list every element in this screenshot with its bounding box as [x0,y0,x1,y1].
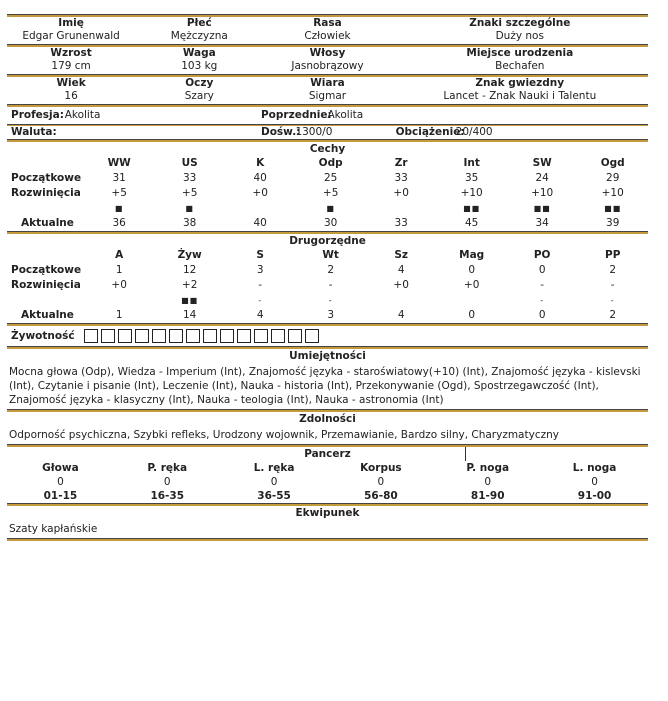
stat-header: Ogd [600,157,625,169]
stat-mark: - [540,296,545,305]
stat-header: Zr [394,157,408,169]
text-cursor-icon [465,447,466,461]
stat-rozwiniecia: +5 [111,187,127,199]
stat-header: Int [463,157,480,169]
stat-mark [366,293,437,308]
info-label: Znaki szczególne [469,17,571,29]
stat-header: SW [532,157,552,169]
info-label: Miejsce urodzenia [466,47,574,59]
dosw-value: 1300/0 [295,126,333,138]
row-label: Aktualne [21,217,74,229]
info-value: 16 [64,90,78,102]
stat-aktualne: 4 [256,309,264,321]
pancerz-headers: L. noga [572,461,617,474]
stat-mark [225,201,296,216]
stat-aktualne: 0 [468,309,475,321]
zywotnosc-checkbox[interactable] [288,329,302,343]
pancerz-headers: P. noga [466,461,510,474]
ekwipunek-text: Szaty kapłańskie [9,523,98,535]
row-label: Rozwinięcia [11,279,81,291]
stat-poczatkowe: 2 [327,264,334,276]
stat-aktualne: 3 [327,309,334,321]
row-label [7,156,84,171]
pancerz-values: 0 [163,475,171,488]
stat-rozwiniecia: +2 [181,279,198,291]
stat-rozwiniecia: +10 [531,187,554,199]
stat-aktualne: 0 [538,309,546,321]
zywotnosc-boxes [84,330,322,342]
info-value: Duży nos [495,30,544,42]
row-label [7,248,84,263]
stat-poczatkowe: 31 [112,172,126,184]
pancerz-ranges: 36-55 [257,489,291,502]
info-value: Mężczyzna [170,30,228,42]
pancerz-values: 0 [484,475,492,488]
stat-poczatkowe: 0 [468,264,475,276]
zywotnosc-checkbox[interactable] [271,329,285,343]
stat-aktualne: 2 [609,309,617,321]
pancerz-headers: Głowa [42,461,79,474]
poprzednie-label: Poprzednie: [260,109,332,121]
character-sheet [7,14,648,541]
info-value: 179 cm [51,60,91,72]
pancerz-headers: P. ręka [147,461,188,474]
stat-mark [436,293,507,308]
career-row-2 [7,126,648,139]
stat-rozwiniecia: +10 [460,187,483,199]
zywotnosc-checkbox[interactable] [101,329,115,343]
stat-poczatkowe: 24 [535,172,549,184]
stat-aktualne: 1 [115,309,123,321]
cechy-table [7,156,648,231]
stat-aktualne: 14 [182,309,197,321]
info-label: Znak gwiezdny [475,77,565,89]
info-label: Rasa [313,17,342,29]
stat-header: Mag [459,249,485,261]
row-label: Początkowe [11,264,82,276]
stat-mark: ■ [114,204,124,213]
info-label: Wzrost [50,47,92,59]
stat-aktualne: 4 [397,309,405,321]
stat-poczatkowe: 40 [253,172,267,184]
info-label: Wiek [56,77,86,89]
stat-rozwiniecia: +5 [322,187,339,199]
zdolnosci-text: Odporność psychiczna, Szybki refleks, Urodzony wojownik, Przemawianie, Bardzo silny, Charyzmatyczny [9,429,559,441]
stat-header: Wt [322,249,339,261]
info-label: Płeć [186,17,212,29]
obciazenie-value: 20/400 [455,126,493,138]
zywotnosc-checkbox[interactable] [84,329,98,343]
stat-rozwiniecia: - [540,279,545,291]
stat-rozwiniecia: +0 [111,279,127,291]
stat-rozwiniecia: - [610,279,615,291]
stat-poczatkowe: 4 [397,264,405,276]
stat-rozwiniecia: +0 [393,187,409,199]
zywotnosc-checkbox[interactable] [305,329,319,343]
stat-header: PO [533,249,551,261]
stat-aktualne: 39 [606,217,620,229]
zywotnosc-row [7,326,648,346]
pancerz-ranges: 01-15 [43,489,78,502]
pancerz-ranges: 81-90 [470,489,505,502]
poprzednie-value: Akolita [327,109,364,121]
stat-poczatkowe: 25 [323,172,338,184]
stat-header: A [115,249,124,261]
stat-aktualne: 40 [253,217,267,229]
info-label: Oczy [185,77,214,89]
pancerz-values: 0 [377,475,385,488]
row-label [7,201,84,216]
row-label [7,293,84,308]
drugorzedne-table [7,248,648,323]
stat-mark: ■■ [533,204,551,213]
stat-poczatkowe: 33 [394,172,408,184]
stat-aktualne: 38 [182,217,197,229]
stat-mark: ■■ [604,204,622,213]
info-value: Edgar Grunenwald [22,30,120,42]
stat-poczatkowe: 33 [182,172,197,184]
info-value: Bechafen [495,60,545,72]
info-value: Sigmar [308,90,347,102]
stat-poczatkowe: 1 [115,264,123,276]
cechy-title: Cechy [309,143,346,155]
pancerz-values: 0 [270,475,278,488]
stat-rozwiniecia: - [258,279,263,291]
stat-aktualne: 45 [464,217,479,229]
ekwipunek-title: Ekwipunek [295,507,360,519]
info-value: Jasnobrązowy [291,60,364,72]
info-value: Szary [184,90,214,102]
stat-header: PP [605,249,621,261]
stat-mark: ■■ [181,296,199,305]
profesja-label: Profesja: [11,109,64,121]
zywotnosc-checkbox[interactable] [186,329,200,343]
info-label: Waga [182,47,216,59]
pancerz-ranges: 91-00 [577,489,612,502]
pancerz-title: Pancerz [304,448,351,460]
pancerz-values: 0 [57,475,64,488]
umiejetnosci-title: Umiejętności [289,350,366,362]
stat-rozwiniecia: +10 [601,187,624,199]
stat-header: Żyw [177,249,202,261]
pancerz-values: 0 [591,475,598,488]
zywotnosc-checkbox[interactable] [135,329,149,343]
stat-mark: - [258,296,263,305]
info-value: 103 kg [181,60,218,72]
info-label: Włosy [309,47,346,59]
info-label: Wiara [310,77,345,89]
stat-poczatkowe: 3 [256,264,264,276]
profesja-value: Akolita [64,109,101,121]
divider [7,538,648,541]
stat-mark [366,201,437,216]
stat-aktualne: 30 [323,217,338,229]
obciazenie-label: Obciążenie: [395,126,465,138]
stat-rozwiniecia: +5 [181,187,198,199]
zywotnosc-checkbox[interactable] [152,329,166,343]
stat-header: K [256,157,265,169]
zdolnosci-title: Zdolności [299,413,356,425]
stat-header: US [181,157,198,169]
pancerz-ranges: 16-35 [150,489,185,502]
career-row-1 [7,107,648,124]
dosw-label: Dośw.: [260,126,301,138]
stat-mark: ■■ [463,204,481,213]
zywotnosc-checkbox[interactable] [220,329,234,343]
row-label: Aktualne [21,309,74,321]
stat-poczatkowe: 35 [464,172,479,184]
info-table [7,17,648,107]
zywotnosc-checkbox[interactable] [203,329,217,343]
stat-mark: - [328,296,333,305]
stat-aktualne: 33 [394,217,408,229]
info-value: Lancet - Znak Nauki i Talentu [443,90,597,102]
stat-poczatkowe: 2 [609,264,617,276]
stat-mark: ■ [185,204,194,213]
stat-poczatkowe: 12 [182,264,197,276]
waluta-label: Waluta: [11,126,57,138]
stat-mark: ■ [326,204,335,213]
pancerz-headers: L. ręka [253,461,295,474]
umiejetnosci-text: Mocna głowa (Odp), Wiedza - Imperium (Int), Znajomość języka - staroświatowy(+10) (Int), Znajomość języka - kislevski (Int), Czytanie i pisanie (Int), Leczenie (Int), Nauka - historia (Int), Przekonywanie (Ogd), Spostrzegawczość (Int), Znajomość języka - klasyczny (Int), Nauka - teologia (Int), Nauka - astronomia (Int) [9,366,641,406]
row-label: Początkowe [11,172,82,184]
stat-rozwiniecia: +0 [252,187,268,199]
zywotnosc-checkbox[interactable] [118,329,132,343]
pancerz-table [7,461,648,503]
info-value: Człowiek [304,30,351,42]
stat-aktualne: 36 [112,217,126,229]
drugorzedne-title: Drugorzędne [289,235,366,247]
stat-header: Sz [394,249,408,261]
stat-aktualne: 34 [535,217,549,229]
info-label: Imię [58,17,84,29]
stat-rozwiniecia: +0 [393,279,409,291]
zywotnosc-checkbox[interactable] [254,329,268,343]
stat-header: S [256,249,264,261]
zywotnosc-checkbox[interactable] [237,329,251,343]
pancerz-headers: Korpus [360,461,402,474]
stat-mark: - [610,296,615,305]
row-label: Rozwinięcia [11,187,81,199]
zywotnosc-checkbox[interactable] [169,329,183,343]
zywotnosc-label: Żywotność [11,330,75,342]
stat-header: WW [107,157,131,169]
stat-mark [84,293,155,308]
stat-rozwiniecia: +0 [463,279,480,291]
stat-poczatkowe: 29 [606,172,620,184]
pancerz-ranges: 56-80 [364,489,398,502]
stat-rozwiniecia: - [328,279,333,291]
stat-header: Odp [318,157,343,169]
stat-poczatkowe: 0 [538,264,546,276]
